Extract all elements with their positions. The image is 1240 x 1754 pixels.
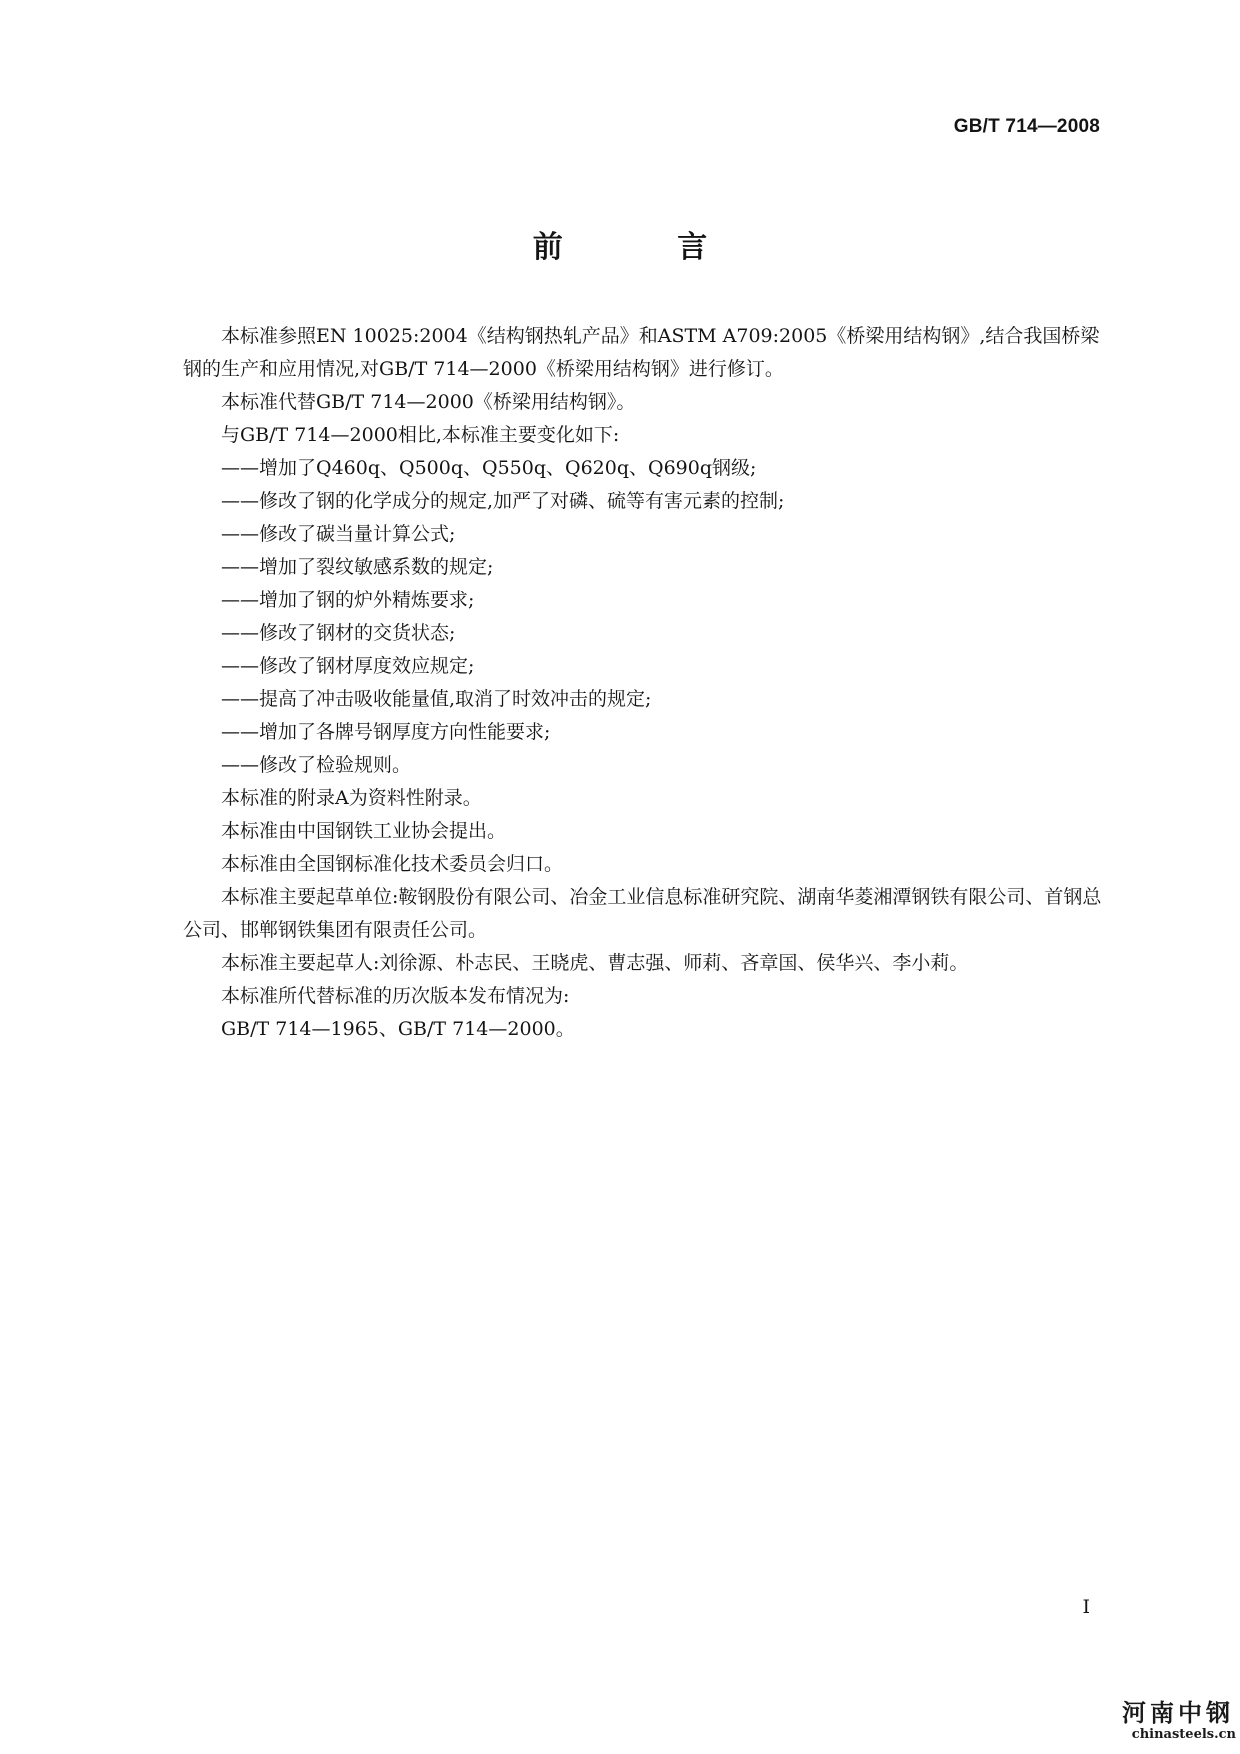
watermark-title: 河南中钢 [1122,1699,1234,1727]
watermark-url: chinasteels.cn [1131,1727,1236,1742]
change-item: ——修改了碳当量计算公式; [221,523,456,545]
intro-paragraph: 本标准代替GB/T 714—2000《桥梁用结构钢》。 [221,391,636,413]
change-item: ——增加了裂纹敏感系数的规定; [221,556,494,578]
version-history-label: 本标准所代替标准的历次版本发布情况为: [221,985,570,1007]
change-list [183,452,1105,782]
change-item: ——增加了各牌号钢厚度方向性能要求; [221,721,551,743]
change-item: ——修改了钢材的交货状态; [221,622,456,644]
committee-note: 本标准由全国钢标准化技术委员会归口。 [221,853,564,875]
change-item: ——修改了钢的化学成分的规定,加严了对磷、硫等有害元素的控制; [221,490,785,512]
previous-versions: GB/T 714—1965、GB/T 714—2000。 [221,1018,575,1040]
body-text [183,320,1105,1046]
change-item: ——提高了冲击吸收能量值,取消了时效冲击的规定; [221,688,652,710]
appendix-note: 本标准的附录A为资料性附录。 [221,787,482,809]
standard-code: GB/T 714—2008 [953,116,1100,137]
drafting-units: 本标准主要起草单位:鞍钢股份有限公司、冶金工业信息标准研究院、湖南华菱湘潭钢铁有限公司、首钢总公司、邯郸钢铁集团有限责任公司。 [183,886,1102,941]
change-item: ——修改了检验规则。 [221,754,412,776]
intro-paragraph: 本标准参照EN 10025:2004《结构钢热轧产品》和ASTM A709:2005《桥梁用结构钢》,结合我国桥梁钢的生产和应用情况,对GB/T 714—2000《桥梁用结构钢》进行修订。 [183,325,1100,380]
drafters: 本标准主要起草人:刘徐源、朴志民、王晓虎、曹志强、师莉、吝章国、侯华兴、李小莉。 [221,952,969,974]
change-item: ——修改了钢材厚度效应规定; [221,655,475,677]
page-title: 前 言 [532,230,760,265]
watermark-logo [1090,1700,1240,1754]
change-item: ——增加了钢的炉外精炼要求; [221,589,475,611]
proposer-note: 本标准由中国钢铁工业协会提出。 [221,820,507,842]
change-item: ——增加了Q460q、Q500q、Q550q、Q620q、Q690q钢级; [221,457,757,479]
intro-paragraph: 与GB/T 714—2000相比,本标准主要变化如下: [221,424,620,446]
page-number: I [1082,1596,1090,1618]
